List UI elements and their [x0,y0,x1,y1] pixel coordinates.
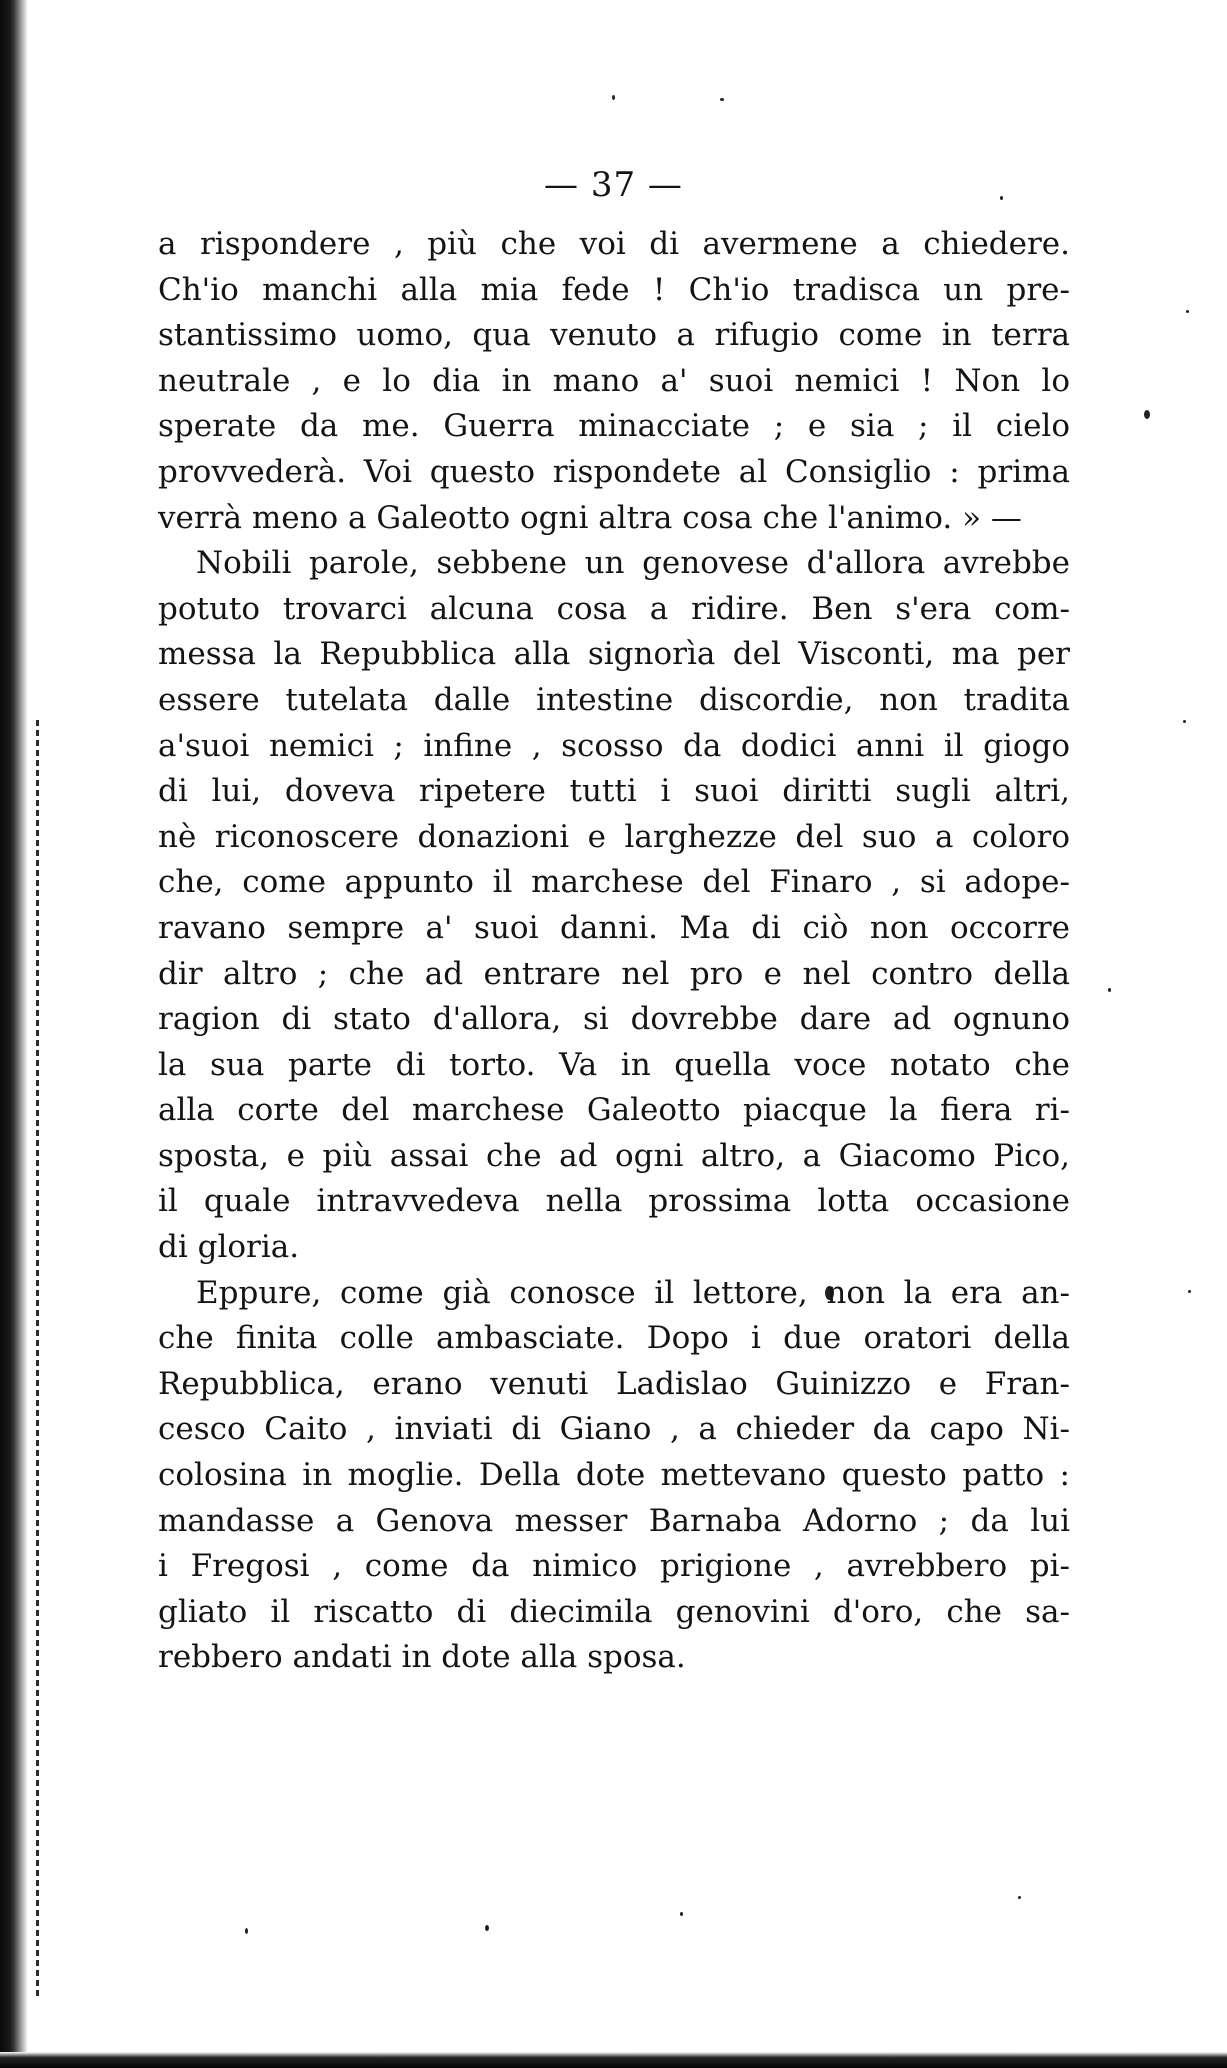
text-line: provvederà. Voi questo rispondete al Consiglio : prima [158,453,1070,490]
scan-speck [1018,1896,1021,1899]
text-line: di lui, doveva ripetere tutti i suoi diritti sugli altri, [158,773,1070,810]
text-line: alla corte del marchese Galeotto piacque la fiera ri- [158,1092,1070,1129]
text-line: sperate da me. Guerra minacciate ; e sia ; il cielo [158,408,1070,445]
scan-speck [1183,720,1186,723]
body-text [158,222,1070,1681]
text-line: sposta, e più assai che ad ogni altro, a Giacomo Pico, [158,1137,1070,1174]
text-line: essere tutelata dalle intestine discordie, non tradita [158,681,1070,718]
text-line: neutrale , e lo dia in mano a' suoi nemici ! Non lo [158,362,1070,399]
scan-bottom-edge [0,2052,1227,2068]
text-line: colosina in moglie. Della dote mettevano questo patto : [158,1457,1070,1494]
text-line: dir altro ; che ad entrare nel pro e nel contro della [158,955,1070,992]
text-line: stantissimo uomo, qua venuto a rifugio come in terra [158,317,1070,354]
text-line: messa la Repubblica alla signorìa del Visconti, ma per [158,636,1070,673]
text-line: a rispondere , più che voi di avermene a chiedere. [158,226,1070,262]
text-line: ragion di stato d'allora, si dovrebbe dare ad ognuno [158,1001,1070,1038]
text-line: cesco Caito , inviati di Giano , a chieder da capo Ni- [158,1411,1070,1448]
text-line: gliato il riscatto di diecimila genovini d'oro, che sa- [158,1593,1070,1630]
page-number: — 37 — [544,165,683,205]
text-line: i Fregosi , come da nimico prigione , avrebbero pi- [158,1548,1070,1585]
text-line: Nobili parole, sebbene un genovese d'allora avrebbe [196,545,1070,582]
scan-speck [1108,988,1111,992]
text-line: Eppure, come già conosce il lettore, non la era an- [196,1274,1070,1311]
scan-speck [1188,1290,1191,1293]
text-line: la sua parte di torto. Va in quella voce notato che [158,1046,1070,1083]
text-line: di gloria. [158,1229,300,1266]
paragraph [158,541,1070,1271]
text-line: nè riconoscere donazioni e larghezze del suo a coloro [158,818,1070,855]
text-line: a'suoi nemici ; infine , scosso da dodici anni il giogo [158,727,1070,764]
scan-speck [485,1925,489,1931]
scan-speck [1144,410,1150,419]
text-line: Repubblica, erano venuti Ladislao Guinizzo e Fran- [158,1365,1070,1402]
scan-speck [1186,310,1189,313]
text-line: il quale intravvedeva nella prossima lotta occasione [158,1183,1070,1220]
scan-speck [720,98,724,101]
text-line: rebbero andati in dote alla sposa. [158,1639,686,1676]
text-line: che, come appunto il marchese del Finaro , si adope- [158,864,1070,901]
paragraph [158,222,1070,541]
text-line: potuto trovarci alcuna cosa a ridire. Ben s'era com- [158,590,1070,627]
text-line: Ch'io manchi alla mia fede ! Ch'io tradisca un pre- [158,271,1070,308]
scan-speck [245,1928,248,1934]
text-line: ravano sempre a' suoi danni. Ma di ciò non occorre [158,909,1070,946]
text-line: che finita colle ambasciate. Dopo i due oratori della [158,1320,1070,1357]
scan-binding-shadow [0,0,28,2068]
paragraph [158,1271,1070,1681]
text-line: verrà meno a Galeotto ogni altra cosa che l'animo. » — [158,499,1022,536]
scan-speck [612,95,615,100]
scan-speck [680,1912,683,1916]
text-line: mandasse a Genova messer Barnaba Adorno ; da lui [158,1502,1070,1539]
scan-binding-edge [36,720,39,2000]
